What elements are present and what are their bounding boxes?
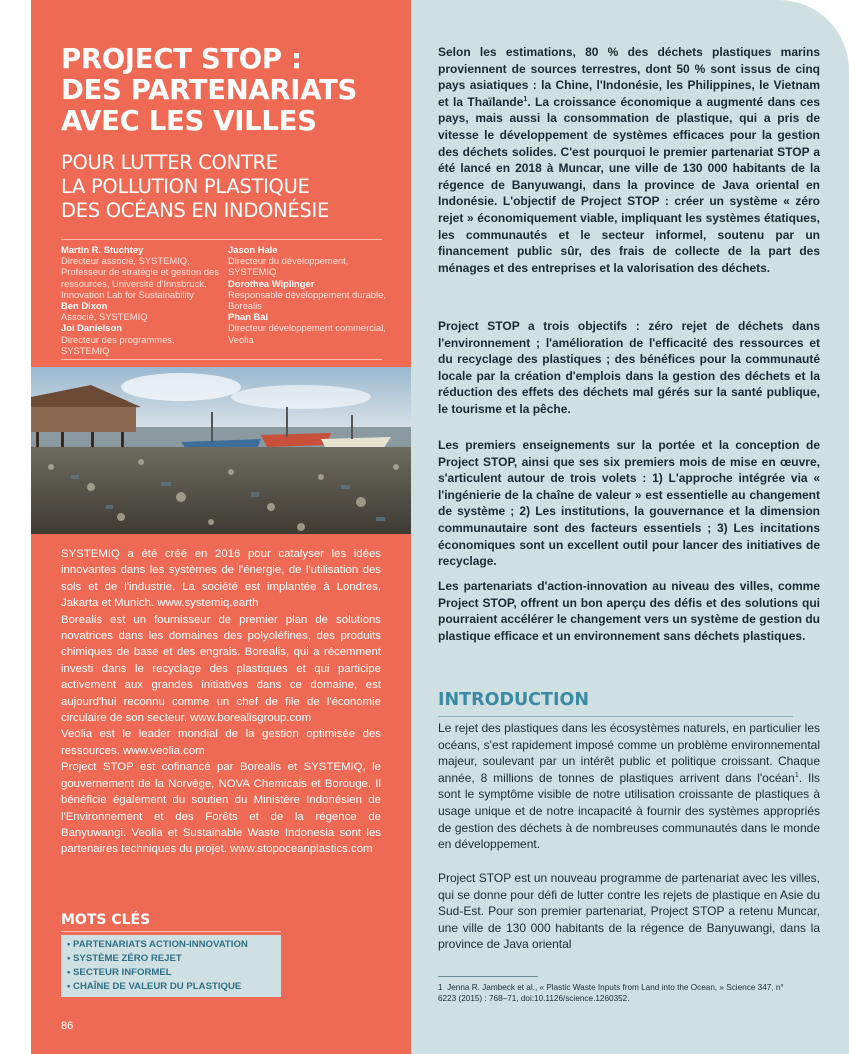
author-role: Responsable développement durable, Borealis xyxy=(228,288,386,312)
author-name: Martin R. Stuchtey xyxy=(61,244,144,255)
keyword-item: • SECTEUR INFORMEL xyxy=(67,967,172,978)
right-column xyxy=(411,0,849,1054)
body-paragraph: Veolia est le leader mondial de la gestion optimisée des ressources. www.veolia.com xyxy=(61,728,381,757)
page-number: 86 xyxy=(61,1020,74,1032)
divider xyxy=(61,359,382,360)
author-name: Jason Hale xyxy=(228,244,278,255)
footnote-ref: 1 xyxy=(794,771,799,779)
title-line: PROJECT STOP : xyxy=(61,43,302,75)
body-paragraph: Project STOP est cofinancé par Borealis et SYSTEMIQ, le gouvernement de la Norvège, NOVA Chemicals et Borouge. Il bénéficie également du soutien du Ministère Indonésien de l'Environnement et des Forêts et de la régence de Banyuwangi. Veolia et Sustainable Waste Indonesia sont les partenaires techniques du projet. www.stopoceanplastics.com xyxy=(61,761,381,856)
author-role: Directeur des programmes, SYSTEMIQ xyxy=(61,333,175,356)
divider xyxy=(61,931,281,932)
divider xyxy=(438,716,793,717)
body-paragraph: Borealis est un fournisseur de premier plan de solutions novatrices dans les domaines des polyoléfines, des produits chimiques de base et des engrais. Borealis, qui a récemment investi dans le recyclage des plastiques et qui participe activement aux grandes initiatives dans ce domaine, est aujourd'hui reconnu comme un chef de file de l'économie circulaire de son secteur. www.borealisgroup.com xyxy=(61,613,381,725)
subtitle-line: LA POLLUTION PLASTIQUE xyxy=(61,175,310,198)
author-role: Directeur associé, SYSTEMIQ, Professeur de stratégie et gestion des ressources, Université d'Innsbruck, Innovation Lab for Sustainability xyxy=(61,255,219,300)
text-span: . Ils sont le symptôme visible de notre utilisation croissante de plastiques à usage unique et de notre incapacité à fournir des systèmes appropriés de gestion des déchets à de nombreuses communautés dans le monde en développement. xyxy=(438,770,820,852)
author-role: Associé, SYSTEMIQ xyxy=(61,311,148,323)
author-role: Directeur développement commercial, Veolia xyxy=(228,322,386,345)
section-heading: INTRODUCTION xyxy=(438,690,589,710)
title-line: AVEC LES VILLES xyxy=(61,105,317,137)
footnote xyxy=(438,982,798,1004)
footnote-divider xyxy=(438,976,538,977)
photo-illustration xyxy=(31,367,411,534)
text-span: Le rejet des plastiques dans les écosystèmes naturels, en particulier les océans, s'est rapidement imposé comme un problème environnemental majeur, soulevant par un intérêt public et politique croissant. Chaque année, 8 millions de tonnes de plastiques arrivent dans l'océan xyxy=(438,721,820,785)
author-name: Dorothea Wiplinger xyxy=(228,277,315,289)
summary-paragraph: Les partenariats d'action-innovation au niveau des villes, comme Project STOP, offrent un bon aperçu des défis et des solutions qui pourraient accélérer le changement vers un système de gestion du plastique efficace et un environnement sans déchets plastiques. xyxy=(438,579,820,643)
keywords-box xyxy=(61,935,281,997)
footnote-number: 1 xyxy=(438,983,443,992)
author-name: Phan Bai xyxy=(228,311,269,323)
subtitle-line: DES OCÉANS EN INDONÉSIE xyxy=(61,199,329,222)
authors-left xyxy=(61,244,221,356)
body-paragraph: SYSTEMIQ a été créé en 2016 pour catalyser les idées innovantes dans les systèmes de l'énergie, de l'utilisation des sols et de l'industrie. La société est implantée à Londres, Jakarta et Munich. www.systemiq.earth xyxy=(61,548,381,610)
author-name: Ben Dixon xyxy=(61,300,108,312)
keyword-item: • SYSTÈME ZÉRO REJET xyxy=(67,953,182,964)
keyword-item: • PARTENARIATS ACTION-INNOVATION xyxy=(67,939,248,950)
summary-paragraph xyxy=(438,44,820,276)
footnote-ref: 1 xyxy=(523,95,528,103)
author-role: Directeur du développement, SYSTEMIQ xyxy=(228,255,349,278)
intro-paragraph xyxy=(438,720,820,853)
title-line: DES PARTENARIATS xyxy=(61,74,358,106)
authors-right xyxy=(228,244,388,345)
article-title xyxy=(61,44,401,137)
text-span: . La croissance économique a augmenté dans ces pays, mais aussi la consommation de plastique, qui a pris de vitesse le développement de systèmes efficaces pour la gestion des déchets solides. C'est pourquoi le premier partenariat STOP a été lancé en 2018 à Muncar, une ville de 130 000 habitants de la régence de Banyuwangi, dans la province de Java oriental en Indonésie. L'objectif de Project STOP : créer un système « zéro rejet » économiquement viable, impliquant les systèmes étatiques, les communautés et le secteur informel, soutenu par un financement public sûr, des frais de collecte de la part des ménages et des entreprises et la valorisation des déchets. xyxy=(438,94,820,275)
intro-paragraph: Project STOP est un nouveau programme de partenariat avec les villes, qui se donne pour défi de lutter contre les rejets de plastique en Asie du Sud-Est. Pour son premier partenariat, Project STOP a retenu Muncar, une ville de 130 000 habitants de la régence de Banyuwangi, dans la province de Java oriental xyxy=(438,871,820,952)
divider xyxy=(61,239,382,240)
summary-paragraph: Les premiers enseignements sur la portée et la conception de Project STOP, ainsi que ses six premiers mois de mise en œuvre, s'articulent autour de trois volets : 1) L'approche intégrée via « l'ingénierie de la chaîne de valeur » est essentielle au changement de système ; 2) Les institutions, la gouvernance et la dimension communautaire sont des facteurs essentiels ; 3) Les incitations économiques sont un excellent outil pour lancer des initiatives de recyclage. xyxy=(438,438,820,569)
subtitle-line: POUR LUTTER CONTRE xyxy=(61,151,278,174)
beach-pollution-photo xyxy=(31,367,411,534)
author-name: Joi Danielson xyxy=(61,322,122,334)
text-span: Selon les estimations, 80 % des déchets plastiques marins proviennent de sources terrestres, dont 50 % sont issus de cinq pays asiatiques : la Chine, l'Indonésie, les Philippines, le Vietnam et la Thaïlande xyxy=(438,45,820,109)
article-subtitle xyxy=(61,151,401,223)
footnote-text: Jenna R. Jambeck et al., « Plastic Waste Inputs from Land into the Ocean, » Science 347, n° 6223 (2015) : 768–71, doi:10.1126/science.1260352. xyxy=(438,983,784,1003)
partners-description xyxy=(61,546,381,858)
left-column xyxy=(31,0,411,1054)
keywords-title: MOTS CLÉS xyxy=(61,912,151,928)
keyword-item: • CHAÎNE DE VALEUR DU PLASTIQUE xyxy=(67,981,242,992)
summary-paragraph: Project STOP a trois objectifs : zéro rejet de déchets dans l'environnement ; l'amélioration de l'efficacité des ressources et du recyclage des plastiques ; des bénéfices pour la communauté locale par la création d'emplois dans la gestion des déchets et la réduction des effets des déchets mal gérés sur la santé publique, le tourisme et la pêche. xyxy=(438,319,820,416)
